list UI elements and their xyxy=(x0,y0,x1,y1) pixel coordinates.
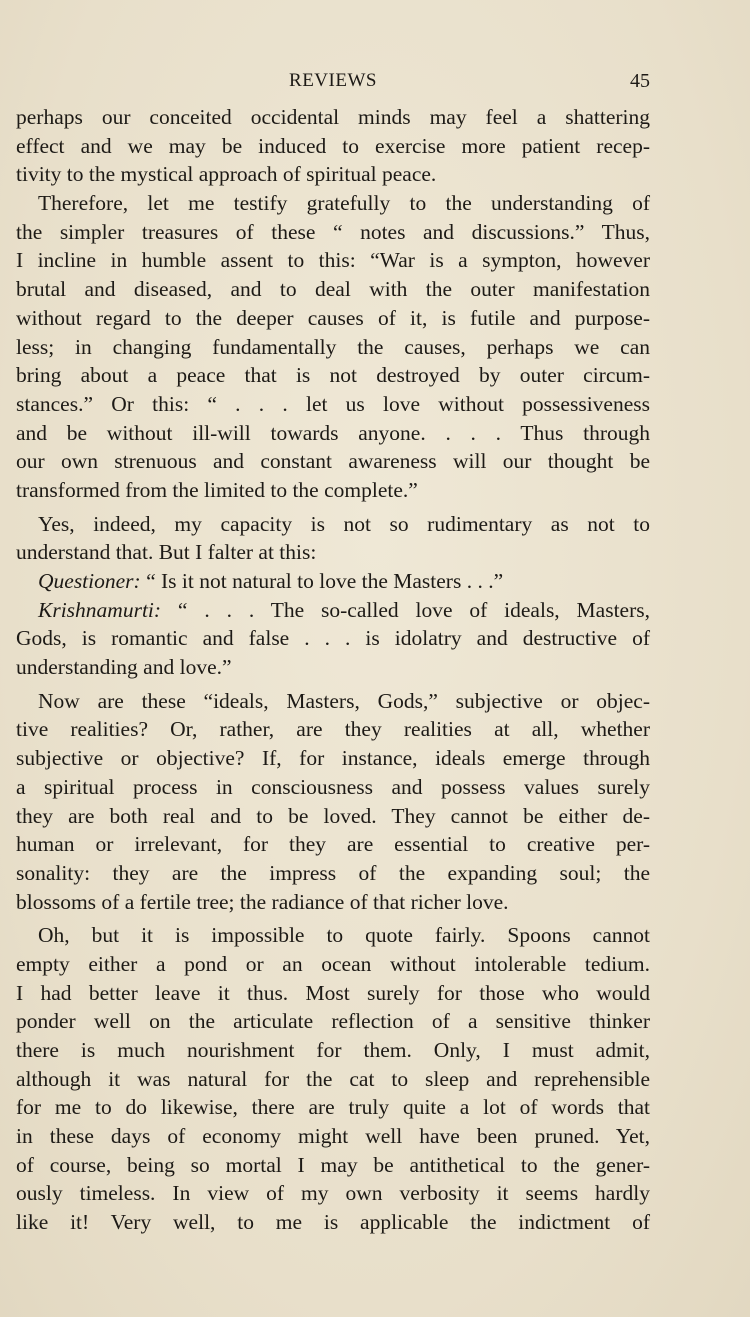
text-line: Therefore, let me testify gratefully to the understanding of xyxy=(38,191,650,216)
text-line: for me to do likewise, there are truly quite a lot of words that xyxy=(16,1095,650,1120)
text-line: Krishnamurti: “ . . . The so-called love of ideals, Masters, xyxy=(38,597,650,622)
dialogue-krishnamurti xyxy=(16,596,650,682)
text-line: empty either a pond or an ocean without intolerable tedium. xyxy=(16,951,650,976)
text-line: although it was natural for the cat to sleep and reprehensible xyxy=(16,1066,650,1091)
text-line: Questioner: “ Is it not natural to love the Masters . . .” xyxy=(38,569,504,593)
text-line: perhaps our conceited occidental minds may feel a shattering xyxy=(16,105,650,129)
text-line: they are both real and to be loved. They cannot be either de- xyxy=(16,803,650,828)
page-number: 45 xyxy=(630,70,650,92)
text-line: ponder well on the articulate reflection of a sensitive thinker xyxy=(16,1009,650,1034)
text-line: and be without ill-will towards anyone. . . . Thus through xyxy=(16,420,650,445)
text-line: understanding and love.” xyxy=(16,655,232,680)
text-line: without regard to the deeper causes of it, is futile and purpose- xyxy=(16,305,650,330)
text-line: I had better leave it thus. Most surely for those who would xyxy=(16,980,650,1005)
paragraph xyxy=(16,921,650,1237)
text-line: transformed from the limited to the complete.” xyxy=(16,477,418,502)
text-line: a spiritual process in consciousness and possess values surely xyxy=(16,774,650,799)
paragraph xyxy=(16,687,650,917)
text-line: like it! Very well, to me is applicable the indictment of xyxy=(16,1210,650,1235)
paragraph xyxy=(16,189,650,505)
text-line: there is much nourishment for them. Only, I must admit, xyxy=(16,1038,650,1062)
text-line: our own strenuous and constant awareness will our thought be xyxy=(16,449,650,474)
page-header xyxy=(16,68,650,98)
text-line: Gods, is romantic and false . . . is idolatry and destructive of xyxy=(16,626,650,651)
text-line: bring about a peace that is not destroyed by outer circum- xyxy=(16,363,650,388)
text-line: less; in changing fundamentally the causes, perhaps we can xyxy=(16,334,650,359)
text-line: brutal and diseased, and to deal with the outer manifestation xyxy=(16,277,650,302)
text-line: I incline in humble assent to this: “War is a sympton, however xyxy=(16,248,650,273)
text-line: of course, being so mortal I may be antithetical to the gener- xyxy=(16,1152,650,1177)
speaker-label: Krishnamurti: xyxy=(38,597,162,622)
dialogue-questioner xyxy=(16,567,650,596)
text-line: ously timeless. In view of my own verbosity it seems hardly xyxy=(16,1181,650,1206)
text-line: Oh, but it is impossible to quote fairly. Spoons cannot xyxy=(38,923,650,948)
text-line: sonality: they are the impress of the expanding soul; the xyxy=(16,860,650,885)
text-line: tivity to the mystical approach of spiritual peace. xyxy=(16,162,437,187)
text-line: effect and we may be induced to exercise more patient recep- xyxy=(16,133,650,158)
text-line: tive realities? Or, rather, are they realities at all, whether xyxy=(16,717,650,742)
body-text xyxy=(16,103,650,1237)
text-line: in these days of economy might well have been pruned. Yet, xyxy=(16,1124,650,1149)
text-line: the simpler treasures of these “ notes and discussions.” Thus, xyxy=(16,219,650,244)
paragraph xyxy=(16,510,650,567)
text-line: subjective or objective? If, for instance, ideals emerge through xyxy=(16,746,650,771)
text-line: understand that. But I falter at this: xyxy=(16,540,317,565)
text-line: Now are these “ideals, Masters, Gods,” subjective or objec- xyxy=(38,688,650,713)
text-line: Yes, indeed, my capacity is not so rudimentary as not to xyxy=(38,511,650,536)
text-line: human or irrelevant, for they are essential to creative per- xyxy=(16,832,650,857)
paragraph xyxy=(16,103,650,189)
text-line: stances.” Or this: “ . . . let us love without possessiveness xyxy=(16,391,650,416)
running-title: REVIEWS xyxy=(289,70,377,91)
text-line: blossoms of a fertile tree; the radiance of that richer love. xyxy=(16,889,509,914)
speaker-label: Questioner: xyxy=(38,569,141,593)
